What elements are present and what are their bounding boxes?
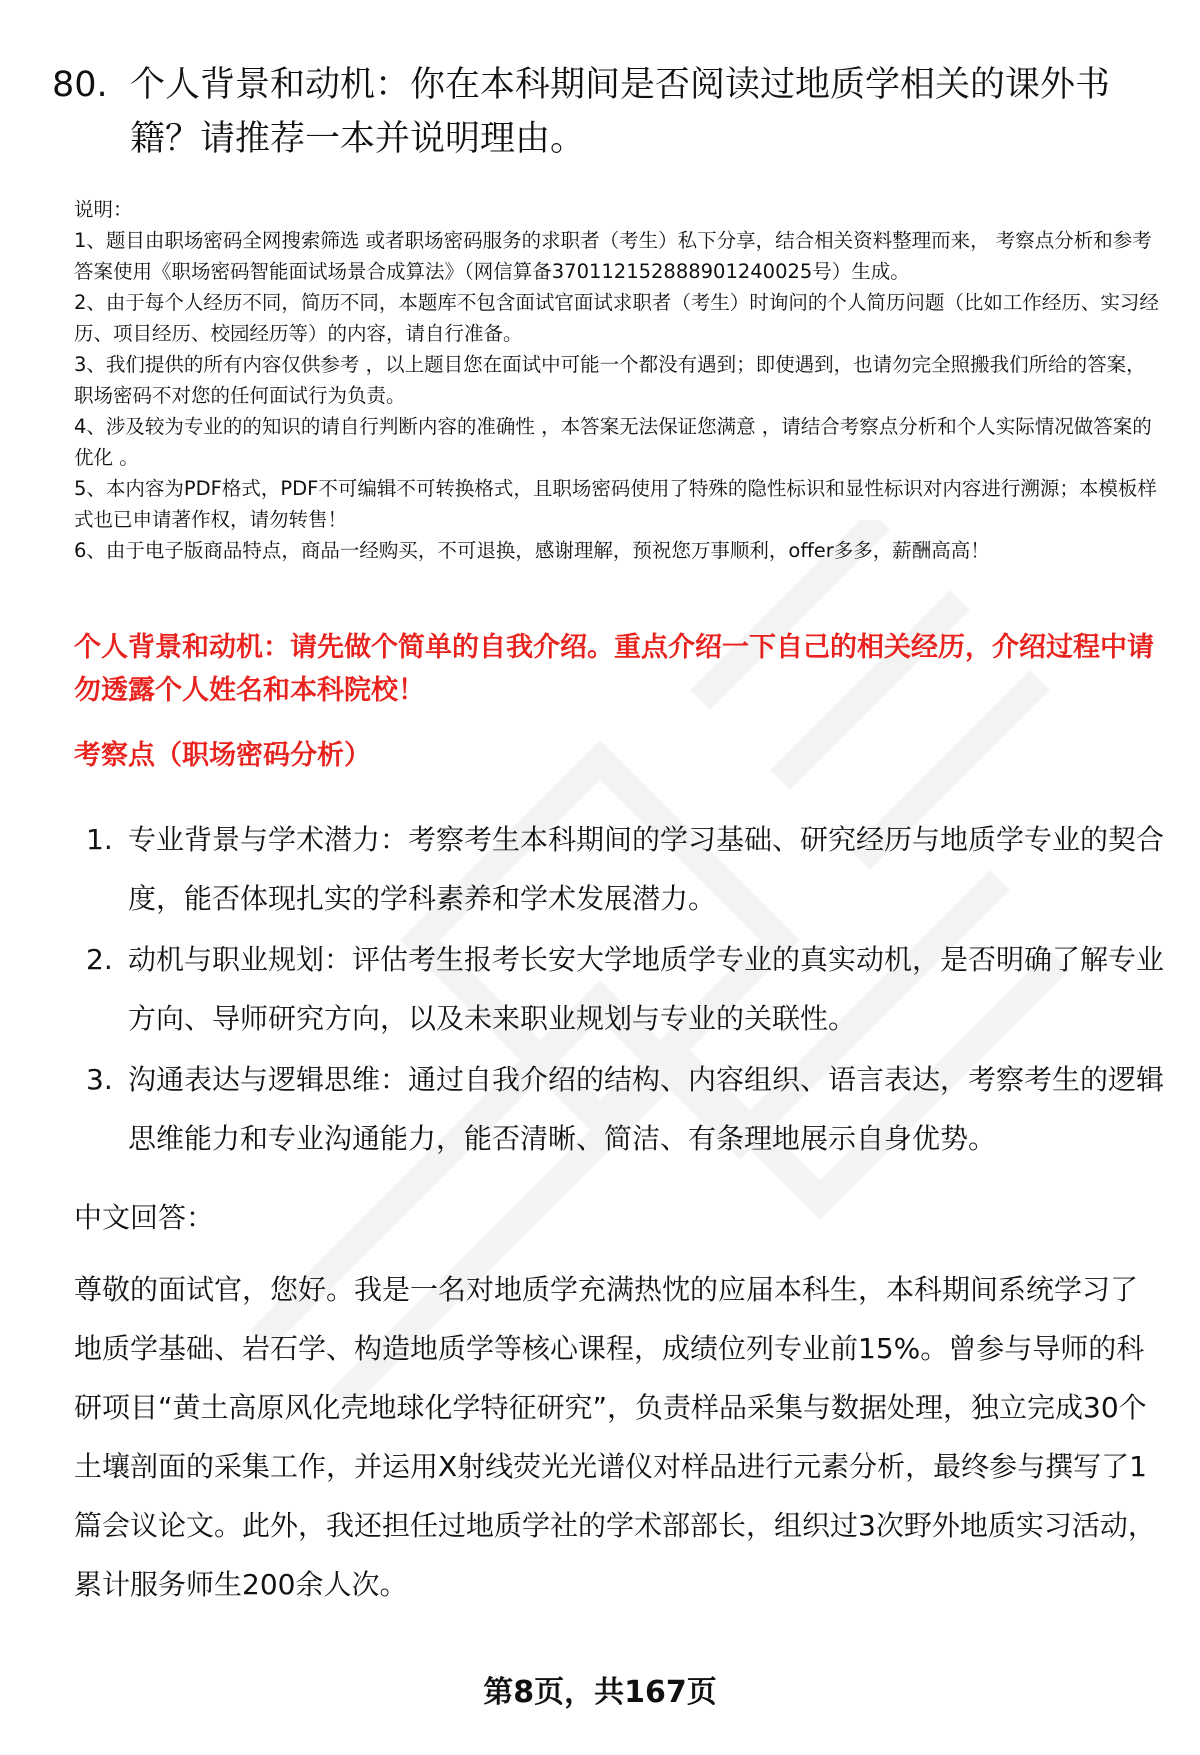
note-item: 2、由于每个人经历不同，简历不同，本题库不包含面试官面试求职者（考生）时询问的个人简历问题（比如工作经历、实习经历、项目经历、校园经历等）的内容，请自行准备。 bbox=[74, 291, 1159, 345]
analysis-points bbox=[74, 810, 1164, 1170]
point-text: 沟通表达与逻辑思维：通过自我介绍的结构、内容组织、语言表达，考察考生的逻辑思维能力和专业沟通能力，能否清晰、简洁、有条理地展示自身优势。 bbox=[128, 1063, 1165, 1155]
disclaimer-notes bbox=[74, 194, 1164, 566]
question-heading bbox=[52, 58, 1152, 166]
point-index: 3. bbox=[86, 1063, 113, 1096]
question-number: 80. bbox=[52, 65, 108, 105]
note-item: 3、我们提供的所有内容仅供参考 ，以上题目您在面试中可能一个都没有遇到；即使遇到，也请勿完全照搬我们所给的答案，职场密码不对您的任何面试行为负责。 bbox=[74, 353, 1146, 407]
note-item: 5、本内容为PDF格式，PDF不可编辑不可转换格式，且职场密码使用了特殊的隐性标识和显性标识对内容进行溯源；本模板样式也已申请著作权，请勿转售！ bbox=[74, 477, 1157, 531]
question-text: 个人背景和动机：你在本科期间是否阅读过地质学相关的课外书籍？请推荐一本并说明理由。 bbox=[130, 65, 1111, 159]
page-footer: 第8页，共167页 bbox=[483, 1675, 717, 1710]
notes-title: 说明： bbox=[74, 198, 133, 221]
note-item: 6、由于电子版商品特点，商品一经购买，不可退换，感谢理解，预祝您万事顺利，offer多多，薪酬高高！ bbox=[74, 539, 990, 562]
analysis-title: 考察点（职场密码分析） bbox=[74, 740, 371, 771]
point-text: 专业背景与学术潜力：考察考生本科期间的学习基础、研究经历与地质学专业的契合度，能否体现扎实的学科素养和学术发展潜力。 bbox=[128, 823, 1165, 915]
point-text: 动机与职业规划：评估考生报考长安大学地质学专业的真实动机，是否明确了解专业方向、导师研究方向，以及未来职业规划与专业的关联性。 bbox=[128, 943, 1165, 1035]
answer-label: 中文回答： bbox=[74, 1201, 215, 1234]
analysis-point bbox=[74, 810, 1164, 928]
featured-question: 个人背景和动机：请先做个简单的自我介绍。重点介绍一下自己的相关经历，介绍过程中请勿透露个人姓名和本科院校！ bbox=[74, 632, 1154, 706]
analysis-point bbox=[74, 930, 1164, 1048]
point-index: 2. bbox=[86, 943, 113, 976]
point-index: 1. bbox=[86, 823, 113, 856]
note-item: 4、涉及较为专业的的知识的请自行判断内容的准确性 ，本答案无法保证您满意 ，请结合考察点分析和个人实际情况做答案的优化 。 bbox=[74, 415, 1152, 469]
note-item: 1、题目由职场密码全网搜索筛选 或者职场密码服务的求职者（考生）私下分享，结合相关资料整理而来， 考察点分析和参考答案使用《职场密码智能面试场景合成算法》（网信算备370112152888901240025号）生成。 bbox=[74, 229, 1152, 283]
analysis-point bbox=[74, 1050, 1164, 1168]
answer-body: 尊敬的面试官，您好。我是一名对地质学充满热忱的应届本科生，本科期间系统学习了地质学基础、岩石学、构造地质学等核心课程，成绩位列专业前15%。曾参与导师的科研项目“黄土高原风化壳地球化学特征研究”，负责样品采集与数据处理，独立完成30个土壤剖面的采集工作，并运用X射线荧光光谱仪对样品进行元素分析，最终参与撰写了1篇会议论文。此外，我还担任过地质学社的学术部部长，组织过3次野外地质实习活动，累计服务师生200余人次。 bbox=[74, 1273, 1156, 1601]
